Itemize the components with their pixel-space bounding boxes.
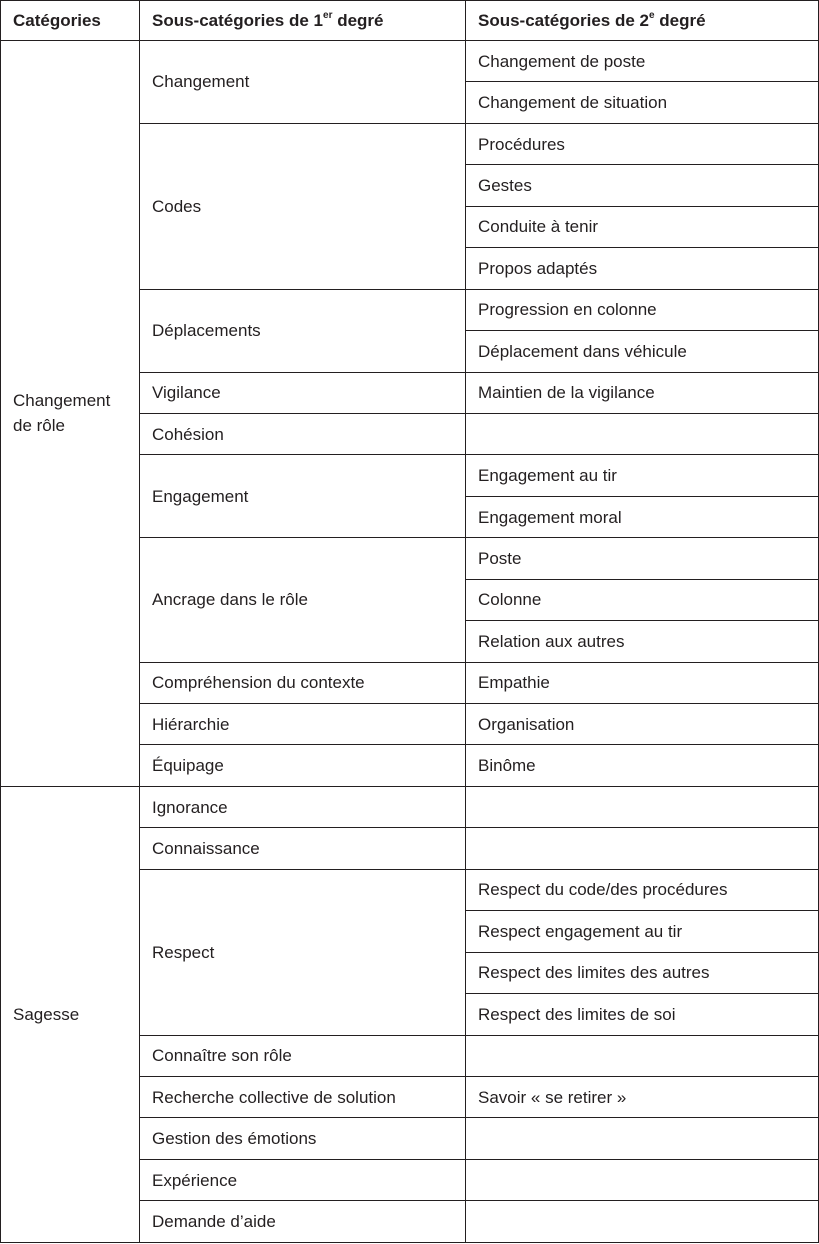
second-degree-cell: Engagement au tir bbox=[466, 455, 819, 496]
second-degree-cell: Respect du code/des procédures bbox=[466, 869, 819, 910]
first-degree-cell: Expérience bbox=[140, 1159, 466, 1200]
table-row bbox=[1, 41, 819, 82]
header-categories-label: Catégories bbox=[13, 11, 101, 30]
first-degree-cell: Gestion des émotions bbox=[140, 1118, 466, 1159]
second-degree-cell bbox=[466, 1118, 819, 1159]
first-degree-cell: Équipage bbox=[140, 745, 466, 786]
second-degree-cell: Progression en colonne bbox=[466, 289, 819, 330]
first-degree-cell: Connaissance bbox=[140, 828, 466, 869]
second-degree-cell: Poste bbox=[466, 538, 819, 579]
second-degree-cell bbox=[466, 1035, 819, 1076]
first-degree-cell: Codes bbox=[140, 123, 466, 289]
header-second-degree-sup: e bbox=[649, 10, 655, 21]
second-degree-cell: Changement de poste bbox=[466, 41, 819, 82]
first-degree-cell: Demande d’aide bbox=[140, 1201, 466, 1242]
header-second-degree bbox=[466, 1, 819, 41]
second-degree-cell: Gestes bbox=[466, 165, 819, 206]
second-degree-cell: Organisation bbox=[466, 704, 819, 745]
second-degree-cell bbox=[466, 786, 819, 827]
second-degree-cell bbox=[466, 1159, 819, 1200]
second-degree-cell: Respect des limites de soi bbox=[466, 994, 819, 1035]
header-first-degree-sup: er bbox=[323, 10, 333, 21]
header-first-degree-prefix: Sous-catégories de 1 bbox=[152, 11, 324, 30]
second-degree-cell bbox=[466, 1201, 819, 1242]
second-degree-cell bbox=[466, 413, 819, 454]
first-degree-cell: Ancrage dans le rôle bbox=[140, 538, 466, 662]
first-degree-cell: Respect bbox=[140, 869, 466, 1035]
header-row bbox=[1, 1, 819, 41]
second-degree-cell: Binôme bbox=[466, 745, 819, 786]
second-degree-cell bbox=[466, 828, 819, 869]
header-first-degree bbox=[140, 1, 466, 41]
first-degree-cell: Changement bbox=[140, 41, 466, 124]
first-degree-cell: Hiérarchie bbox=[140, 704, 466, 745]
second-degree-cell: Engagement moral bbox=[466, 496, 819, 537]
first-degree-cell: Engagement bbox=[140, 455, 466, 538]
second-degree-cell: Relation aux autres bbox=[466, 621, 819, 662]
second-degree-cell: Respect engagement au tir bbox=[466, 911, 819, 952]
header-second-degree-suffix: degré bbox=[654, 11, 706, 30]
first-degree-cell: Ignorance bbox=[140, 786, 466, 827]
second-degree-cell: Changement de situation bbox=[466, 82, 819, 123]
second-degree-cell: Savoir « se retirer » bbox=[466, 1076, 819, 1117]
header-first-degree-suffix: degré bbox=[332, 11, 384, 30]
second-degree-cell: Maintien de la vigilance bbox=[466, 372, 819, 413]
first-degree-cell: Vigilance bbox=[140, 372, 466, 413]
category-cell: Changement de rôle bbox=[1, 41, 140, 787]
second-degree-cell: Déplacement dans véhicule bbox=[466, 331, 819, 372]
table-header bbox=[1, 1, 819, 41]
second-degree-cell: Empathie bbox=[466, 662, 819, 703]
second-degree-cell: Propos adaptés bbox=[466, 248, 819, 289]
header-categories bbox=[1, 1, 140, 41]
first-degree-cell: Cohésion bbox=[140, 413, 466, 454]
first-degree-cell: Recherche collective de solution bbox=[140, 1076, 466, 1117]
header-second-degree-prefix: Sous-catégories de 2 bbox=[478, 11, 650, 30]
table-row bbox=[1, 786, 819, 827]
second-degree-cell: Respect des limites des autres bbox=[466, 952, 819, 993]
table-body bbox=[1, 41, 819, 1243]
second-degree-cell: Conduite à tenir bbox=[466, 206, 819, 247]
first-degree-cell: Déplacements bbox=[140, 289, 466, 372]
first-degree-cell: Compréhension du contexte bbox=[140, 662, 466, 703]
category-cell: Sagesse bbox=[1, 786, 140, 1242]
second-degree-cell: Procédures bbox=[466, 123, 819, 164]
first-degree-cell: Connaître son rôle bbox=[140, 1035, 466, 1076]
second-degree-cell: Colonne bbox=[466, 579, 819, 620]
